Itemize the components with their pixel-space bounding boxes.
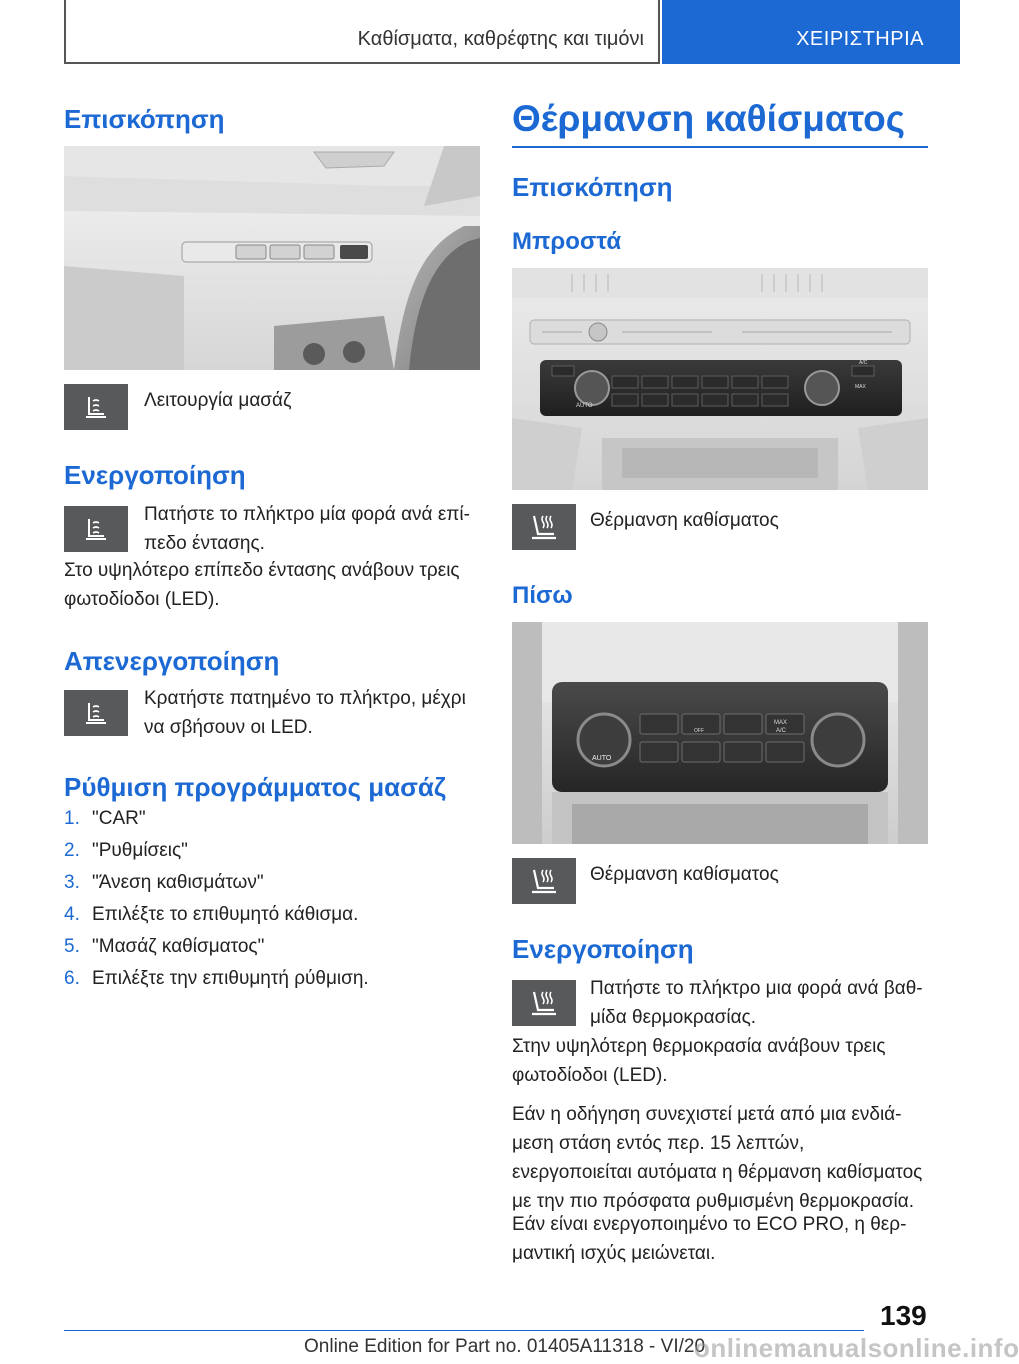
section-tab (662, 0, 960, 64)
rear-panel-auto-label: AUTO (592, 755, 612, 762)
list-item-text: "Μασάζ καθίσματος" (92, 936, 265, 957)
list-item-text: "CAR" (92, 808, 146, 829)
list-item-number: 5. (64, 936, 80, 957)
seat-heating-icon (512, 858, 576, 904)
massage-icon-box (64, 384, 128, 430)
rear-panel-max-label: MAX (774, 720, 788, 726)
left-activation-text: Πατήστε το πλήκτρο μία φορά ανά επί-πεδο έντασης. (144, 504, 470, 554)
watermark: onlinemanualsonline.info (694, 1333, 1019, 1363)
program-heading: Ρύθμιση προγράμματος μασάζ (64, 772, 446, 802)
right-paragraph-2: Εάν είναι ενεργοποιημένο το ECO PRO, η θερ-μαντική ισχύς μειώνεται. (512, 1214, 907, 1264)
list-item-number: 6. (64, 968, 80, 989)
right-overview-heading: Επισκόπηση (512, 172, 673, 202)
front-panel-auto-label: AUTO (576, 403, 593, 409)
front-heading: Μπροστά (512, 228, 622, 255)
heating-icon-box-3 (512, 980, 576, 1026)
seat-heating-icon (512, 504, 576, 550)
list-item-text: Επιλέξτε την επιθυμητή ρύθμιση. (92, 968, 369, 989)
deactivation-text: Κρατήστε πατημένο το πλήκτρο, μέχρι να σβήσουν οι LED. (144, 688, 466, 738)
seat-heating-icon (512, 980, 576, 1026)
massage-seat-icon (64, 506, 128, 552)
left-activation-heading: Ενεργοποίηση (64, 460, 246, 490)
footer-rule (64, 1330, 864, 1331)
rear-heating-icon-box (512, 858, 576, 904)
left-activation-note: Στο υψηλότερο επίπεδο έντασης ανάβουν τρεις φωτοδίοδοι (LED). (64, 560, 460, 610)
page-title: Θέρμανση καθίσματος (512, 98, 905, 139)
right-paragraph-1: Εάν η οδήγηση συνεχιστεί μετά από μια ενδιά-μεση στάση εντός περ. 15 λεπτών, ενεργοποιείται αυτόματα η θέρμανση καθίσματος με την πιο πρόσφατα ρυθμισμένη θερμοκρασία. (512, 1104, 923, 1212)
title-rule (512, 146, 928, 148)
front-heating-label: Θέρμανση καθίσματος (590, 510, 779, 531)
section-tab-label: ΧΕΙΡΙΣΤΗΡΙΑ (796, 28, 924, 50)
deactivation-heading: Απενεργοποίηση (64, 646, 280, 676)
massage-label: Λειτουργία μασάζ (144, 390, 292, 411)
edition-text: Online Edition for Part no. 01405A11318 - VI/20 (304, 1336, 706, 1357)
right-activation-heading: Ενεργοποίηση (512, 934, 694, 964)
rear-console-photo (512, 622, 928, 844)
rear-panel-ac-label: A/C (776, 728, 787, 734)
massage-seat-icon (64, 690, 128, 736)
rear-panel-off-label: OFF (694, 728, 704, 734)
list-item-text: "Άνεση καθισμάτων" (92, 872, 264, 893)
rear-heading: Πίσω (512, 582, 573, 609)
list-item-number: 4. (64, 904, 80, 925)
header-chapter-box (64, 0, 660, 64)
door-panel-photo (64, 146, 480, 370)
front-heating-icon-box (512, 504, 576, 550)
front-panel-max-label: MAX (855, 384, 866, 390)
list-item-number: 2. (64, 840, 80, 861)
left-overview-heading: Επισκόπηση (64, 104, 225, 134)
list-item-number: 1. (64, 808, 80, 829)
list-item-text: Επιλέξτε το επιθυμητό κάθισμα. (92, 904, 359, 925)
massage-seat-icon (64, 384, 128, 430)
chapter-title: Καθίσματα, καθρέφτης και τιμόνι (357, 28, 644, 50)
rear-heating-label: Θέρμανση καθίσματος (590, 864, 779, 885)
list-item-number: 3. (64, 872, 80, 893)
page-number: 139 (880, 1300, 927, 1331)
front-panel-ac-label: A/C (859, 360, 868, 366)
front-console-photo (512, 268, 928, 490)
right-activation-text: Πατήστε το πλήκτρο μια φορά ανά βαθ-μίδα θερμοκρασίας. (590, 978, 923, 1028)
massage-icon-box-2 (64, 506, 128, 552)
massage-icon-box-3 (64, 690, 128, 736)
list-item-text: "Ρυθμίσεις" (92, 840, 188, 861)
right-activation-note: Στην υψηλότερη θερμοκρασία ανάβουν τρεις φωτοδίοδοι (LED). (512, 1036, 886, 1086)
